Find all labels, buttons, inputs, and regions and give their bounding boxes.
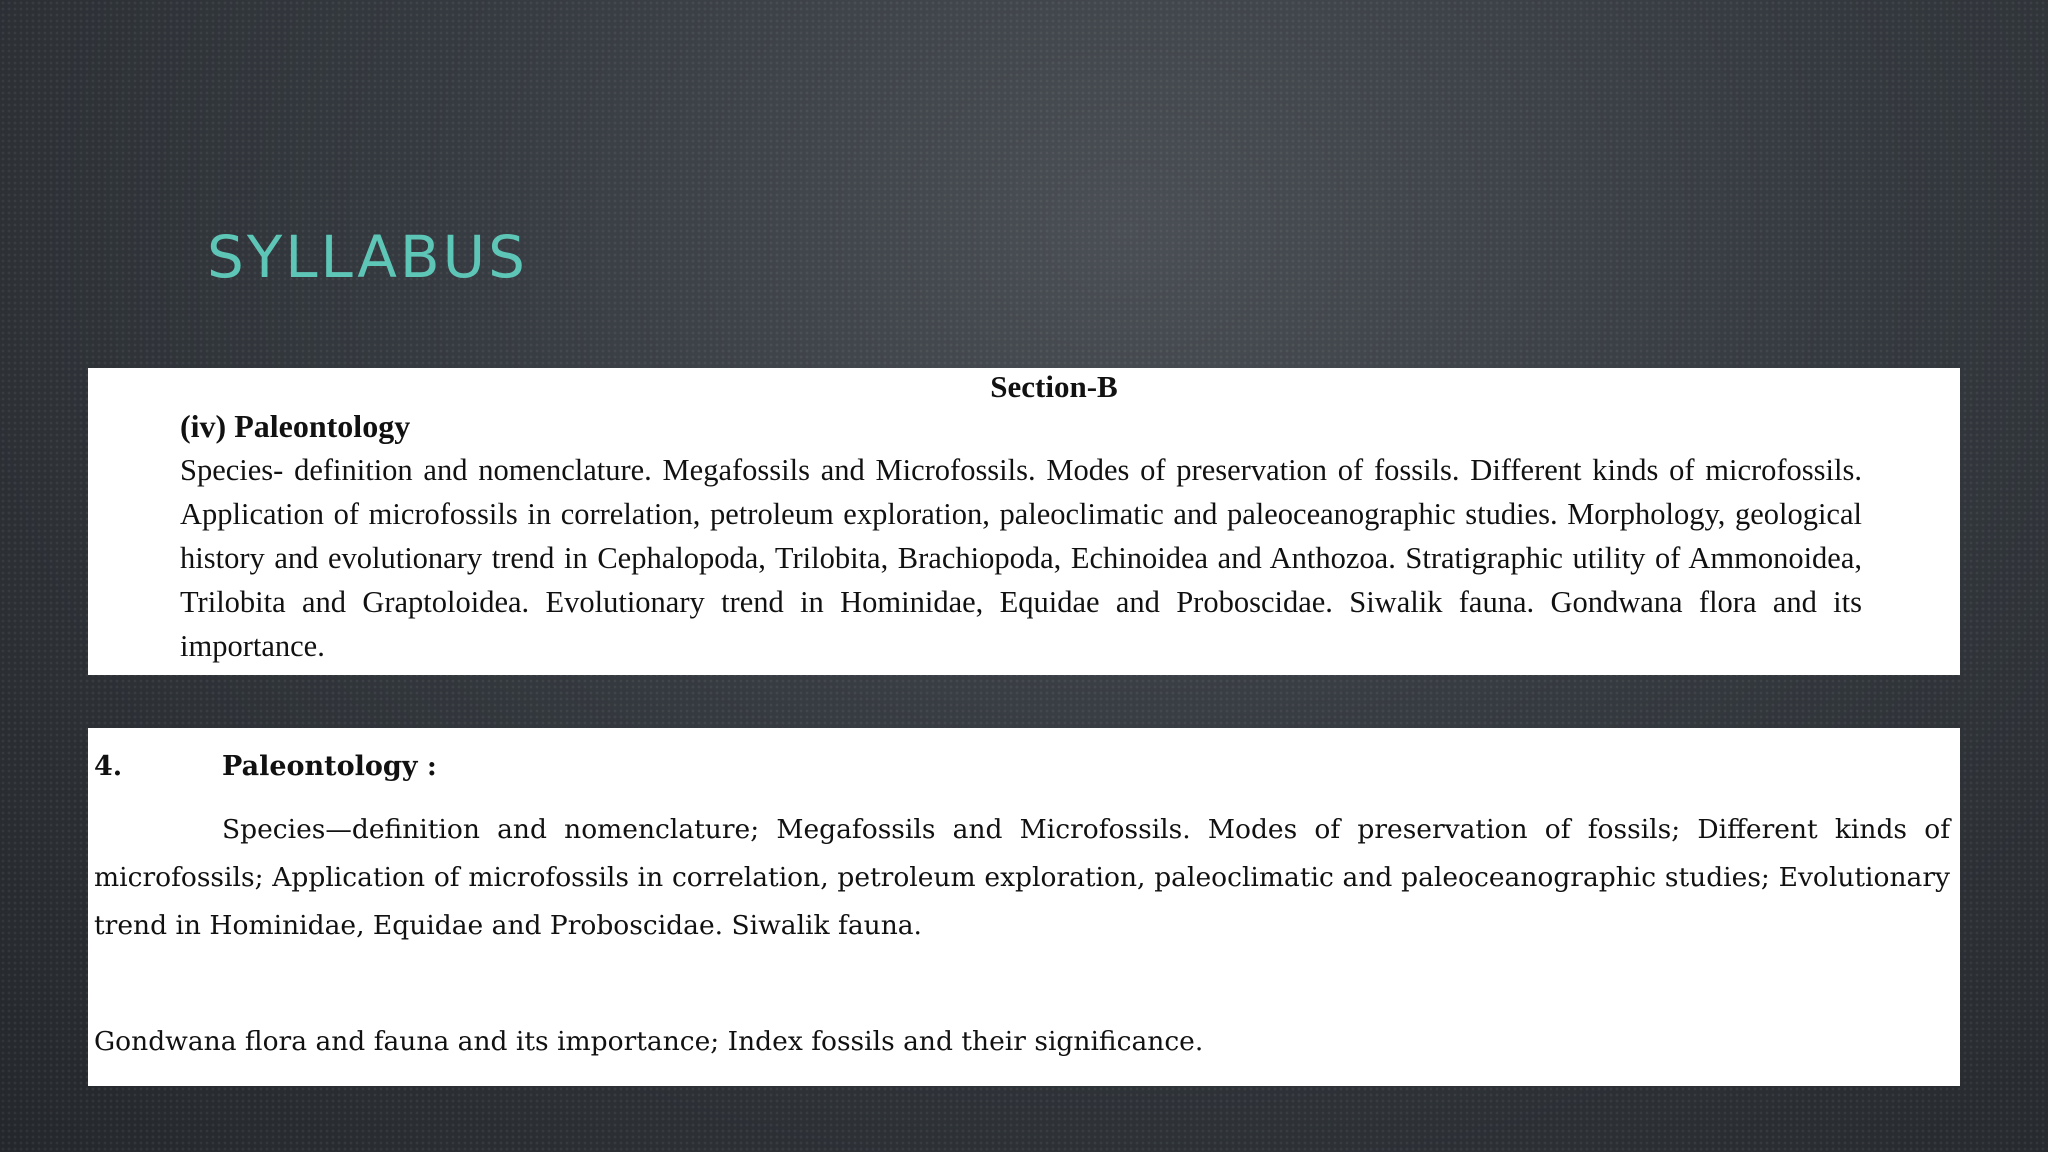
syllabus-excerpt-item-4 (88, 728, 1960, 1086)
item-heading-row (94, 748, 437, 786)
section-heading: Section-B (990, 369, 1118, 404)
item-paragraph-1: Species—definition and nomenclature; Megafossils and Microfossils. Modes of preservation of fossils; Different kinds of microfossils; Application of microfossils in correlation, petroleum exploration, paleoclimatic and paleoceanographic studies; Evolutionary trend in Hominidae, Equidae and Proboscidae. Siwalik fauna. (94, 814, 1950, 941)
syllabus-excerpt-section-b (88, 368, 1960, 675)
item-paragraph-2: Gondwana flora and fauna and its importance; Index fossils and their significance. (94, 1026, 1204, 1057)
item-number: 4. (94, 751, 123, 782)
paleontology-subheading: (iv) Paleontology (180, 408, 411, 444)
item-heading: Paleontology : (222, 751, 437, 782)
slide-title: SYLLABUS (207, 223, 528, 291)
paleontology-description: Species- definition and nomenclature. Megafossils and Microfossils. Modes of preservation of fossils. Different kinds of microfossils. Application of microfossils in correlation, petroleum exploration, paleoclimatic and paleoceanographic studies. Morphology, geological history and evolutionary trend in Cephalopoda, Trilobita, Brachiopoda, Echinoidea and Anthozoa. Stratigraphic utility of Ammonoidea, Trilobita and Graptoloidea. Evolutionary trend in Hominidae, Equidae and Proboscidae. Siwalik fauna. Gondwana flora and its importance. (180, 453, 1862, 663)
